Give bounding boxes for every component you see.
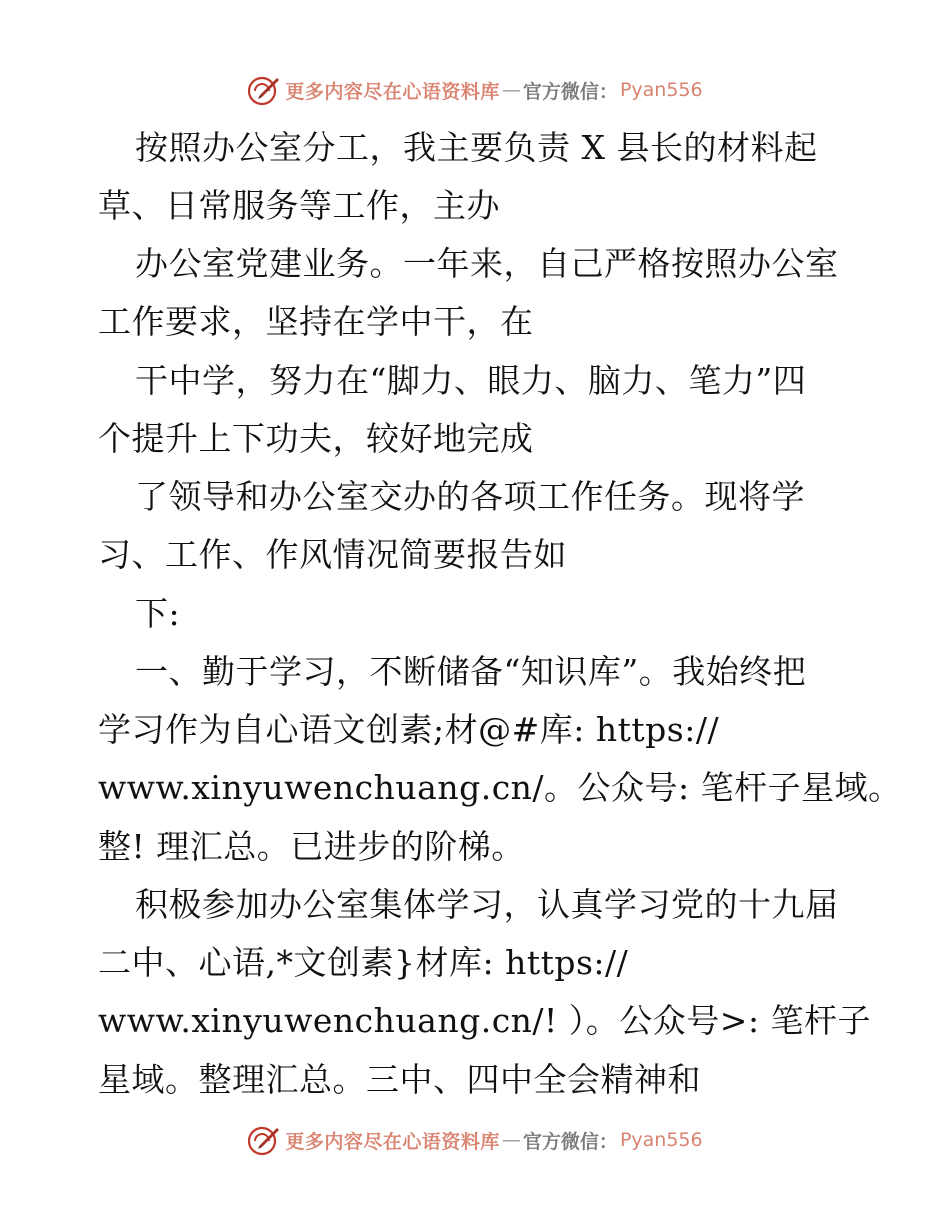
body-line: 整! 理汇总。已进步的阶梯。 [98,827,525,866]
banner-wechat-id: Pyan556 [619,79,703,101]
body-line: 干中学，努力在“脚力、眼力、脑力、笔力”四 [135,361,807,400]
banner-text: 更多内容尽在心语资料库 [285,1130,500,1153]
body-line: 二中、心语,*文创素}材库: https:// [98,943,629,982]
body-line: 学习作为自心语文创素;材@#库: https:// [98,710,720,749]
banner-wechat-id: Pyan556 [619,1129,703,1151]
banner-text: 更多内容尽在心语资料库 [285,80,500,103]
pen-logo-icon [247,73,281,107]
body-line: 积极参加办公室集体学习，认真学习党的十九届 [135,885,839,924]
header-banner [0,70,950,110]
body-line: 工作要求，坚持在学中干，在 [98,302,534,341]
body-line: 下: [135,594,181,633]
body-line: 习、工作、作风情况简要报告如 [98,535,567,574]
banner-wechat-label: 官方微信： [522,1130,618,1153]
pen-logo-icon [247,1123,281,1157]
body-line: 草、日常服务等工作，主办 [98,186,500,225]
body-line: 办公室党建业务。一年来，自己严格按照办公室 [135,244,839,283]
body-line: 了领导和办公室交办的各项工作任务。现将学 [135,477,805,516]
body-line: www.xinyuwenchuang.cn/! ）。公众号>: 笔杆子 [98,1001,872,1040]
body-line: www.xinyuwenchuang.cn/。公众号: 笔杆子星域。 [98,768,902,807]
body-line: 星域。整理汇总。三中、四中全会精神和 [98,1060,701,1099]
banner-wechat-label: 官方微信： [522,80,618,103]
body-line: 一、勤于学习，不断储备“知识库”。我始终把 [135,652,807,691]
banner-dash: — [501,1129,521,1151]
body-line: 个提升上下功夫，较好地完成 [98,419,534,458]
banner-dash: — [501,79,521,101]
body-line: 按照办公室分工，我主要负责 X 县长的材料起 [135,128,818,167]
footer-banner [0,1120,950,1160]
